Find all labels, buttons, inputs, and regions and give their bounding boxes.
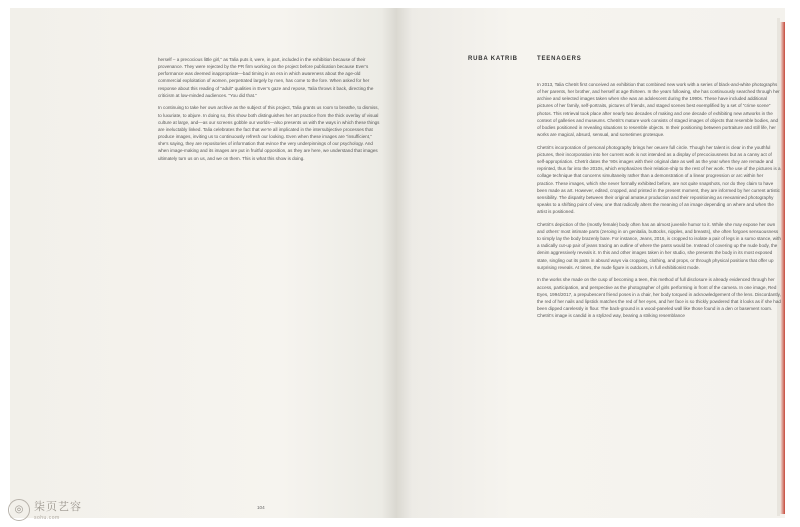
open-book-spread xyxy=(10,8,790,518)
left-paragraph-1: herself – a precocious little girl,” as Talia puts it, were, in part, included in the exhibition because of their provenance. They were rejected by the PR firm working on the project before publication because Ever’s performance was deemed inappropriate—bad timing in an era in which awareness about the age-old commercial exploitation of women, perpetrated largely by men, has come to the fore. When asked for her response about this reading of “adult” qualities in Ever’s gaze and repose, Talia throws it back, directing the criticism at low-minded audiences. “You did that.” xyxy=(158,57,374,98)
author-header: RUBA KATRIB xyxy=(468,56,518,62)
watermark-subtext: sohu.com xyxy=(34,515,60,521)
right-text-column xyxy=(537,81,781,325)
watermark-logo-icon: ◎ xyxy=(8,499,30,521)
watermark-text: 柒页艺容 xyxy=(34,501,82,513)
right-paragraph-4: In the works she made on the cusp of becoming a teen, this method of full disclosure is already evidenced through her access, participation, and perspective as the photographer of girls performing in front of the camera. In one image, Red Eyes, 1994/2017, a prepubescent friend poses in a chair, her body torqued in acknowledgement of the lens. Discordantly, the red of her nails and lipstick matches the red of her eyes, and her face is so thickly powdered that it looks as if she had been dipped carelessly in flour. The back-ground is a wood-paneled wall like those found in a den or basement room. Chetrit’s image is candid in a stylized way, bearing a striking resemblance xyxy=(537,277,781,319)
right-paragraph-1: In 2013, Talia Chetrit first conceived an exhibition that combined new work with a series of black-and-white photographs of her parents, her brother, and herself at age thirteen. In the years following, she has continuously searched through her archive and selected images taken when she was an adolescent during the 1990s. These have included additional pictures of her family, self-portraits, pictures of friends, and staged scenes best exemplified by a set of “crime scene” photos. This retrieval took place after nearly two decades of making and one decade of exhibiting new artworks in the context of galleries and museums. Chetrit’s mature work consists of staged images of objects that resemble bodies, and of bodies positioned in revealing situations to resemble objects. In their positioning between portraiture and still life, her works are magical, absurd, sensual, and sometimes grotesque. xyxy=(537,82,780,138)
left-paragraph-2: In continuing to take her own archive as the subject of this project, Talia grants us room to breathe, to dismiss, to luxuriate, to abjure. In doing so, this show both distinguishes her art practice from the thick overlay of visual culture at large, and—as our screens gobble our worlds—also presents us with the ways in which these things are ineluctably linked. Talia celebrates the fact that we’re all implicated in the intersubjective processes that produce images, inviting us to continuously refresh our looking. Even when these images are “insufficient,” she’s saying, they are repositories of information that evince the very underpinnings of our psychology. And when image-making and its images are put in fruitful opposition, as they are here, we understand that images ultimately turn us on us, and we on them. This is what this show is doing. xyxy=(158,105,380,161)
left-page xyxy=(10,8,397,518)
right-paragraph-2: Chetrit’s incorporation of personal photography brings her oeuvre full circle. Though her talent is clear in the youthful pictures, their incorporation into her current work is not intended as a display of precociousness but as a canny act of self-appropriation. Chetrit dates the ’90s images with their original date as well as the year when they are remade and reprinted, thus far into the 2010s, which emphasizes their relation-ship to the rest of her work. The use of the pictures is a collage technique that concerns simultaneity rather than a demonstration of a linear progression or arc within her practice. These images, which she never formally exhibited before, are not quite snapshots, nor do they claim to have been made as art. However, edited, cropped, and printed in the present moment, they are informed by her current artistic sensibility. The disparity between their original amateur production and their repositioning as reexamined photography speaks to a shifting point of view, one that radically alters the meaning of an image depending on where and when the artist is positioned. xyxy=(537,144,781,215)
page-number: 104 xyxy=(257,505,265,510)
watermark xyxy=(8,498,82,521)
section-title: TEENAGERS xyxy=(537,56,582,62)
right-paragraph-3: Chetrit’s depiction of the (mostly female) body often has an almost juvenile humor to it. While she may expose her own and others’ most intimate parts (zeroing in on genitalia, buttocks, nipples, and breasts), she often forgoes sensuousness to simply lay the body brazenly bare. For instance, Jeans, 2016, is cropped to isolate a pair of legs in a sumo stance, with a radically cut-up pair of jeans tracing an outline of where the pants would be. Instead of covering up the nude body, the denim aggressively reveals it. In this and other images taken in her studio, she presents the body in its most exposed state, singling out its parts in absurd ways via cropping, clothing, and props, or through physical positions that offer up surprising reveals. At times, the nude figure is outdoors, in full exhibitionist mode. xyxy=(537,221,781,270)
left-text-column xyxy=(158,56,380,167)
